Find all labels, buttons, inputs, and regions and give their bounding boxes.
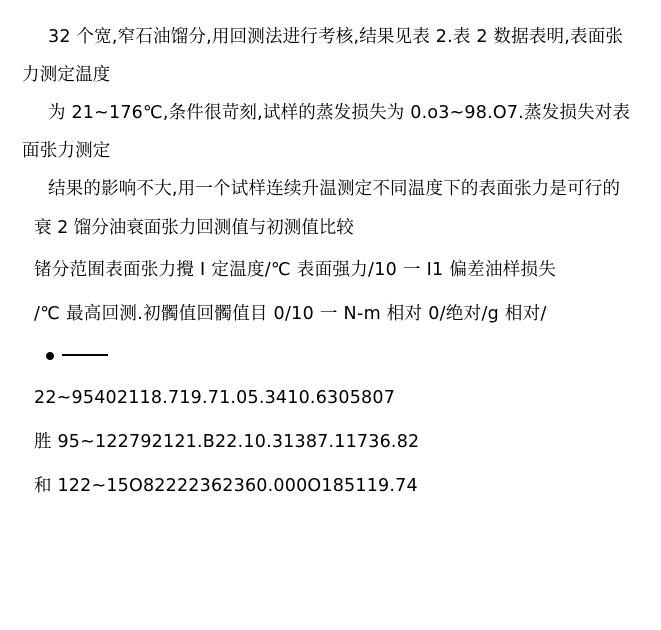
bullet-dash-icon (34, 336, 108, 376)
table-row: 胜 95~122792121.B22.10.31387.11736.82 (34, 432, 420, 452)
table-header-line-1: 锗分范囿表面张力攪 I 定温度/℃ 表面强力/10 一 I1 偏差油样损失 (34, 260, 557, 280)
table-row: 22~95402118.719.71.05.3410.6305807 (34, 388, 396, 408)
table-rule-row (22, 336, 639, 376)
paragraph-3: 结果的影响不大,用一个试样连续升温测定不同温度下的表面张力是可行的 (48, 179, 621, 199)
table-header-line-2: /℃ 最高回测.初髑值回髑值目 0/10 一 N-m 相对 0/绝对/g 相对/ (34, 304, 547, 324)
paragraph-1: 32 个宽,窄石油馏分,用回测法进行考核,结果见表 2.表 2 数据表明,表面张力测定温度 (22, 27, 624, 85)
table-caption: 衰 2 馏分油衰面张力回测值与初测值比较 (34, 218, 354, 238)
horizontal-rule-icon (62, 354, 108, 356)
table-row: 和 122~15O82222362360.000O185119.74 (34, 476, 418, 496)
bullet-dot-icon (46, 352, 54, 360)
paragraph-2: 为 21~176℃,条件很苛刻,试样的蒸发损失为 0.o3~98.O7.蒸发损失对表面张力测定 (22, 103, 631, 161)
